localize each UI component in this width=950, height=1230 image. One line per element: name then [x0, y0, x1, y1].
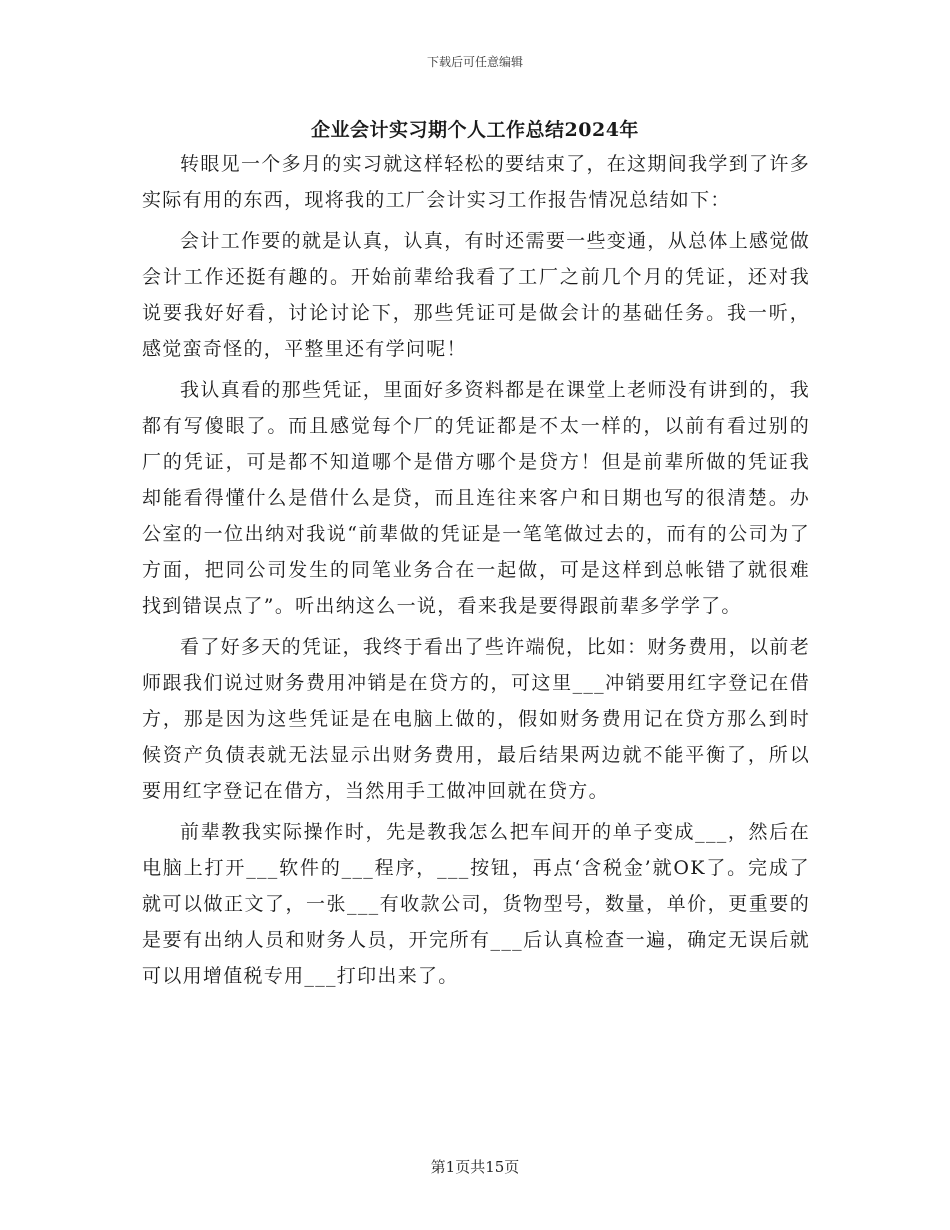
- paragraph-3: 我认真看的那些凭证，里面好多资料都是在课堂上老师没有讲到的，我都有写傻眼了。而且感觉每个厂的凭证都是不太一样的，以前有看过别的厂的凭证，可是都不知道哪个是借方哪个是贷方！但是前辈所做的凭证我却能看得懂什么是借什么是贷，而且连往来客户和日期也写的很清楚。办公室的一位出纳对我说“前辈做的凭证是一笔笔做过去的，而有的公司为了方面，把同公司发生的同笔业务合在一起做，可是这样到总帐错了就很难找到错误点了”。听出纳这么一说，看来我是要得跟前辈多学学了。: [142, 379, 810, 617]
- page-header-note: 下载后可任意编辑: [426, 55, 523, 69]
- document-title: 企业会计实习期个人工作总结2024年: [311, 119, 639, 141]
- paragraph-4: 看了好多天的凭证，我终于看出了些许端倪，比如：财务费用，以前老师跟我们说过财务费用冲销是在贷方的，可这里___冲销要用红字登记在借方，那是因为这些凭证是在电脑上做的，假如财务费用记在贷方那么到时候资产负债表就无法显示出财务费用，最后结果两边就不能平衡了，所以要用红字登记在借方，当然用手工做冲回就在贷方。: [142, 636, 810, 802]
- paragraph-1: 转眼见一个多月的实习就这样轻松的要结束了，在这期间我学到了许多实际有用的东西，现将我的工厂会计实习工作报告情况总结如下：: [142, 153, 810, 211]
- paragraph-5: 前辈教我实际操作时，先是教我怎么把车间开的单子变成___，然后在电脑上打开___软件的___程序，___按钮，再点‘含税金’就OK了。完成了就可以做正文了，一张___有收款公司，货物型号，数量，单价，更重要的是要有出纳人员和财务人员，开完所有___后认真检查一遍，确定无误后就可以用增值税专用___打印出来了。: [142, 821, 810, 987]
- page-number: 第1页共15页: [430, 1158, 520, 1176]
- paragraph-2: 会计工作要的就是认真，认真，有时还需要一些变通，从总体上感觉做会计工作还挺有趣的。开始前辈给我看了工厂之前几个月的凭证，还对我说要我好好看，讨论讨论下，那些凭证可是做会计的基础任务。我一听，感觉蛮奇怪的，平整里还有学问呢！: [142, 230, 810, 360]
- document-body: [142, 146, 810, 994]
